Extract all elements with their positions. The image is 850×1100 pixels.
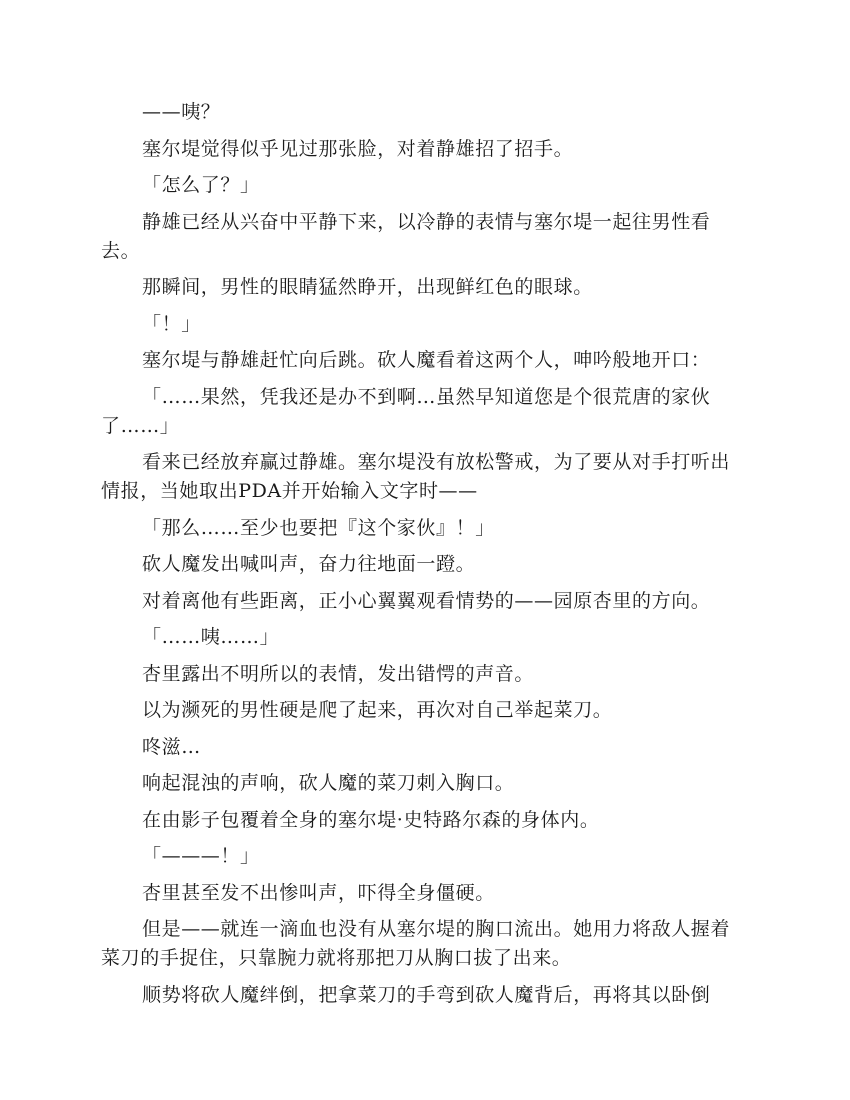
- paragraph: 砍人魔发出喊叫声，奋力往地面一蹬。: [142, 553, 476, 575]
- paragraph: 杏里露出不明所以的表情，发出错愕的声音。: [142, 662, 535, 685]
- paragraph: 对着离他有些距离，正小心翼翼观看情势的——园原杏里的方向。: [142, 589, 711, 612]
- paragraph: 看来已经放弃赢过静雄。塞尔堤没有放松警戒，为了要从对手打听出情报，当她取出PDA并开始输入文字时——: [101, 451, 731, 502]
- paragraph: 咚滋…: [142, 735, 201, 758]
- paragraph: 以为濒死的男性硬是爬了起来，再次对自己举起菜刀。: [142, 699, 613, 721]
- paragraph: 塞尔堤觉得似乎见过那张脸，对着静雄招了招手。: [142, 137, 574, 160]
- paragraph: 杏里甚至发不出惨叫声，吓得全身僵硬。: [142, 881, 495, 904]
- paragraph: 响起混浊的声响，砍人魔的菜刀刺入胸口。: [142, 772, 515, 794]
- paragraph: 「……果然，凭我还是办不到啊…虽然早知道您是个很荒唐的家伙了……」: [101, 385, 711, 437]
- paragraph: 在由影子包覆着全身的塞尔堤·史特路尔森的身体内。: [142, 808, 600, 831]
- paragraph: 「———！」: [142, 845, 260, 867]
- paragraph: 那瞬间，男性的眼睛猛然睁开，出现鲜红色的眼球。: [142, 276, 593, 298]
- paragraph: 顺势将砍人魔绊倒，把拿菜刀的手弯到砍人魔背后，再将其以卧倒: [142, 983, 711, 1006]
- paragraph: 静雄已经从兴奋中平静下来，以冷静的表情与塞尔堤一起往男性看去。: [101, 210, 711, 262]
- paragraph: 但是——就连一滴血也没有从塞尔堤的胸口流出。她用力将敌人握着菜刀的手捉住，只靠腕力就将那把刀从胸口拔了出来。: [101, 918, 731, 969]
- paragraph: 「……咦……」: [142, 626, 280, 648]
- paragraph: 「！」: [142, 312, 201, 335]
- body-text: [101, 98, 749, 1017]
- paragraph: ——咦？: [142, 101, 221, 123]
- paragraph: 「怎么了？」: [142, 174, 260, 196]
- paragraph: 「那么……至少也要把『这个家伙』！」: [142, 516, 495, 539]
- paragraph: 塞尔堤与静雄赶忙向后跳。砍人魔看着这两个人，呻吟般地开口：: [142, 349, 711, 371]
